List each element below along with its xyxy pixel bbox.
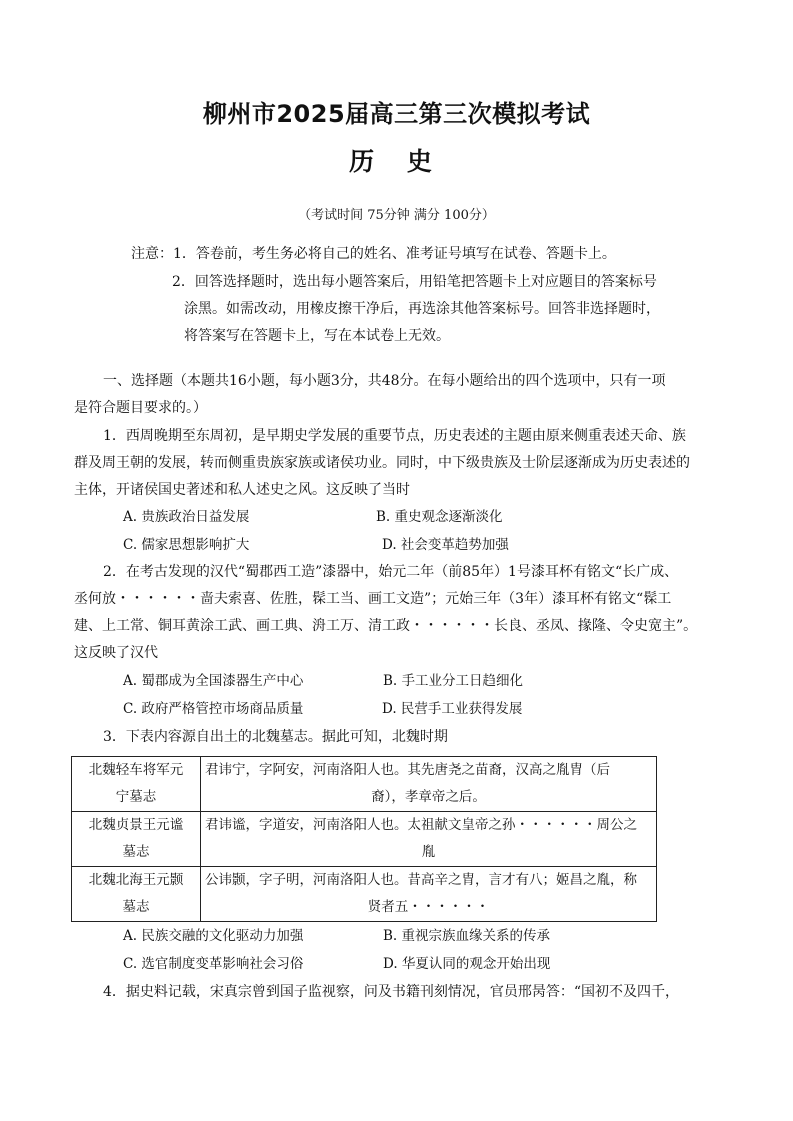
table-row	[72, 757, 657, 812]
section-heading-line-2: 是符合题目要求的。）	[74, 400, 207, 416]
subject-title: 历 史	[349, 147, 444, 176]
table-cell-text: 君讳宁，字阿安，河南洛阳人也。其先唐尧之苗裔，汉高之胤胄（后 裔），孝章帝之后。	[201, 757, 657, 812]
q2-stem-line-1: 2．在考古发现的汉代“蜀郡西工造”漆器中，始元二年（前85年）1号漆耳杯有铭文“长广成、	[103, 564, 679, 580]
q3-option-d: D. 华夏认同的观念开始出现	[383, 956, 551, 972]
section-heading-line-1: 一、选择题（本题共16小题，每小题3分，共48分。在每小题给出的四个选项中，只有一项	[103, 373, 666, 389]
notice-line-1: 注意：1．答卷前，考生务必将自己的姓名、准考证号填写在试卷、答题卡上。	[131, 246, 616, 262]
epitaph-table	[71, 756, 657, 922]
q1-option-c: C. 儒家思想影响扩大	[123, 537, 250, 553]
q3-option-b: B. 重视宗族血缘关系的传承	[383, 928, 551, 944]
q2-option-a: A. 蜀郡成为全国漆器生产中心	[123, 673, 304, 689]
q3-option-c: C. 选官制度变革影响社会习俗	[123, 956, 304, 972]
q2-option-d: D. 民营手工业获得发展	[382, 701, 523, 717]
q2-stem-line-4: 这反映了汉代	[74, 645, 158, 661]
q1-stem-line-3: 主体，开诸侯国史著述和私人述史之风。这反映了当时	[74, 482, 410, 498]
table-row	[72, 867, 657, 922]
table-cell-name: 北魏北海王元颢 墓志	[72, 867, 201, 922]
q2-option-c: C. 政府严格管控市场商品质量	[123, 701, 304, 717]
notice-line-2: 2．回答选择题时，选出每小题答案后，用铅笔把答题卡上对应题目的答案标号	[172, 274, 657, 290]
q2-stem-line-3: 建、上工常、铜耳黄涂工武、画工典、洀工万、清工政・・・・・・长良、丞凤、掾隆、令史宽主”。	[74, 618, 698, 634]
table-cell-name: 北魏贞景王元谧 墓志	[72, 812, 201, 867]
q1-stem-line-2: 群及周王朝的发展，转而侧重贵族家族或诸侯功业。同时，中下级贵族及士阶层逐渐成为历史表述的	[74, 455, 690, 471]
table-row	[72, 812, 657, 867]
table-cell-text: 君讳谧，字道安，河南洛阳人也。太祖献文皇帝之孙・・・・・・周公之 胤	[201, 812, 657, 867]
q1-option-a: A. 贵族政治日益发展	[123, 509, 250, 525]
notice-line-4: 将答案写在答题卡上，写在本试卷上无效。	[184, 328, 450, 344]
q4-stem-line-1: 4．据史料记载，宋真宗曾到国子监视察，问及书籍刊刻情况，官员邢昺答：“国初不及四千，	[103, 984, 680, 1000]
q2-option-b: B. 手工业分工日趋细化	[383, 673, 524, 689]
notice-line-3: 涂黑。如需改动，用橡皮擦干净后，再选涂其他答案标号。回答非选择题时，	[184, 301, 660, 317]
q1-option-d: D. 社会变革趋势加强	[382, 537, 509, 553]
exam-title: 柳州市2025届高三第三次模拟考试	[202, 100, 591, 128]
q3-stem-line-1: 3．下表内容源自出土的北魏墓志。据此可知，北魏时期	[103, 729, 448, 745]
table-cell-name: 北魏轻车将军元 宁墓志	[72, 757, 201, 812]
q3-option-a: A. 民族交融的文化驱动力加强	[123, 928, 304, 944]
q1-option-b: B. 重史观念逐渐淡化	[376, 509, 503, 525]
table-cell-text: 公讳颢，字子明，河南洛阳人也。昔高辛之胄，言才有八；姬昌之胤，称 贤者五・・・・・・	[201, 867, 657, 922]
q1-stem-line-1: 1．西周晚期至东周初，是早期史学发展的重要节点，历史表述的主题由原来侧重表述天命、族	[103, 428, 686, 444]
q2-stem-line-2: 丞何放・・・・・・啬夫索喜、佐胜，髹工当、画工文造”；元始三年（3年）漆耳杯有铭文“髹工	[74, 591, 672, 607]
exam-info: （考试时间 75分钟 满分 100分）	[298, 208, 495, 223]
